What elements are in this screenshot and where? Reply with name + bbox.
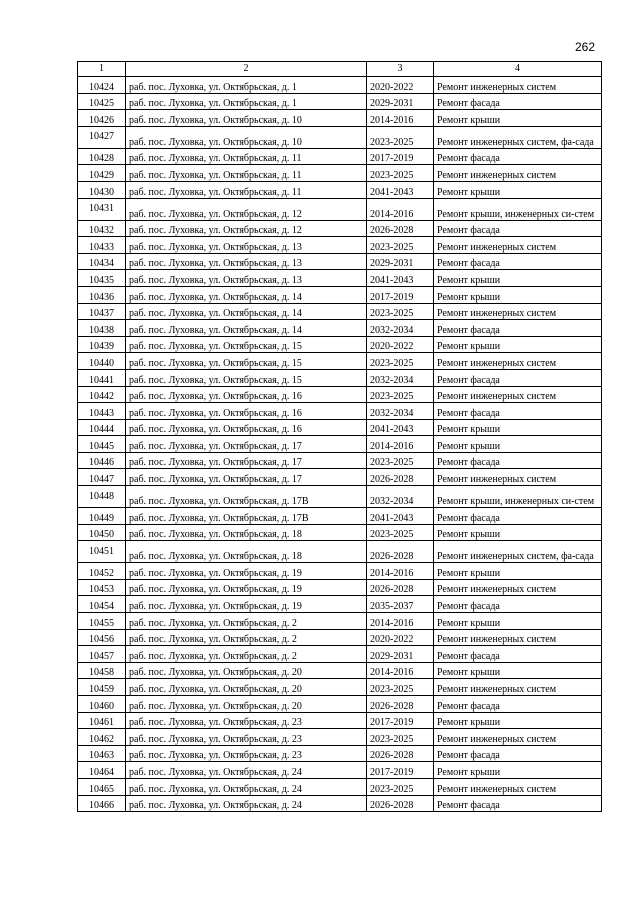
table-row: [78, 762, 602, 779]
address-cell: раб. пос. Луховка, ул. Октябрьская, д. 23: [126, 712, 367, 729]
address-cell: раб. пос. Луховка, ул. Октябрьская, д. 16: [126, 403, 367, 420]
table-row: [78, 486, 602, 508]
period-cell: 2029-2031: [367, 646, 434, 663]
work-type-cell: Ремонт инженерных систем: [434, 729, 602, 746]
row-number-cell: 10434: [78, 253, 126, 270]
address-cell: раб. пос. Луховка, ул. Октябрьская, д. 13: [126, 237, 367, 254]
address-cell: раб. пос. Луховка, ул. Октябрьская, д. 10: [126, 110, 367, 127]
address-cell: раб. пос. Луховка, ул. Октябрьская, д. 11: [126, 181, 367, 198]
period-cell: 2026-2028: [367, 469, 434, 486]
row-number-cell: 10447: [78, 469, 126, 486]
period-cell: 2023-2025: [367, 386, 434, 403]
work-type-cell: Ремонт крыши: [434, 762, 602, 779]
work-type-cell: Ремонт инженерных систем: [434, 469, 602, 486]
row-number-cell: 10445: [78, 436, 126, 453]
row-number-cell: 10429: [78, 165, 126, 182]
table-row: [78, 596, 602, 613]
address-cell: раб. пос. Луховка, ул. Октябрьская, д. 17В: [126, 486, 367, 508]
period-cell: 2032-2034: [367, 403, 434, 420]
table-header-row: [78, 62, 602, 77]
work-type-cell: Ремонт крыши: [434, 712, 602, 729]
row-number-cell: 10432: [78, 220, 126, 237]
address-cell: раб. пос. Луховка, ул. Октябрьская, д. 24: [126, 795, 367, 812]
row-number-cell: 10449: [78, 508, 126, 525]
table-row: [78, 419, 602, 436]
work-type-cell: Ремонт фасада: [434, 369, 602, 386]
row-number-cell: 10427: [78, 126, 126, 148]
period-cell: 2014-2016: [367, 110, 434, 127]
table-row: [78, 679, 602, 696]
work-type-cell: Ремонт инженерных систем: [434, 165, 602, 182]
row-number-cell: 10441: [78, 369, 126, 386]
period-cell: 2017-2019: [367, 712, 434, 729]
period-cell: 2014-2016: [367, 436, 434, 453]
period-cell: 2041-2043: [367, 508, 434, 525]
address-cell: раб. пос. Луховка, ул. Октябрьская, д. 24: [126, 778, 367, 795]
work-type-cell: Ремонт крыши: [434, 563, 602, 580]
table-row: [78, 646, 602, 663]
address-cell: раб. пос. Луховка, ул. Октябрьская, д. 11: [126, 165, 367, 182]
address-cell: раб. пос. Луховка, ул. Октябрьская, д. 15: [126, 353, 367, 370]
address-cell: раб. пос. Луховка, ул. Октябрьская, д. 20: [126, 662, 367, 679]
row-number-cell: 10437: [78, 303, 126, 320]
work-type-cell: Ремонт крыши, инженерных си-стем: [434, 198, 602, 220]
row-number-cell: 10454: [78, 596, 126, 613]
row-number-cell: 10442: [78, 386, 126, 403]
work-type-cell: Ремонт фасада: [434, 745, 602, 762]
work-type-cell: Ремонт фасада: [434, 320, 602, 337]
work-type-cell: Ремонт фасада: [434, 452, 602, 469]
table-row: [78, 386, 602, 403]
work-type-cell: Ремонт инженерных систем: [434, 629, 602, 646]
table-row: [78, 795, 602, 812]
period-cell: 2041-2043: [367, 270, 434, 287]
row-number-cell: 10438: [78, 320, 126, 337]
period-cell: 2017-2019: [367, 286, 434, 303]
table-row: [78, 403, 602, 420]
row-number-cell: 10428: [78, 148, 126, 165]
table-row: [78, 613, 602, 630]
address-cell: раб. пос. Луховка, ул. Октябрьская, д. 11: [126, 148, 367, 165]
period-cell: 2026-2028: [367, 795, 434, 812]
period-cell: 2020-2022: [367, 336, 434, 353]
period-cell: 2032-2034: [367, 369, 434, 386]
table-row: [78, 303, 602, 320]
table-row: [78, 452, 602, 469]
work-type-cell: Ремонт инженерных систем, фа-сада: [434, 541, 602, 563]
address-cell: раб. пос. Луховка, ул. Октябрьская, д. 2: [126, 646, 367, 663]
address-cell: раб. пос. Луховка, ул. Октябрьская, д. 19: [126, 579, 367, 596]
period-cell: 2023-2025: [367, 165, 434, 182]
period-cell: 2026-2028: [367, 696, 434, 713]
address-cell: раб. пос. Луховка, ул. Октябрьская, д. 24: [126, 762, 367, 779]
table-row: [78, 77, 602, 94]
address-cell: раб. пос. Луховка, ул. Октябрьская, д. 2: [126, 629, 367, 646]
period-cell: 2023-2025: [367, 303, 434, 320]
row-number-cell: 10451: [78, 541, 126, 563]
table-row: [78, 508, 602, 525]
work-type-cell: Ремонт крыши: [434, 110, 602, 127]
address-cell: раб. пос. Луховка, ул. Октябрьская, д. 17: [126, 452, 367, 469]
period-cell: 2035-2037: [367, 596, 434, 613]
work-type-cell: Ремонт инженерных систем: [434, 77, 602, 94]
period-cell: 2014-2016: [367, 613, 434, 630]
work-type-cell: Ремонт крыши: [434, 181, 602, 198]
table-row: [78, 93, 602, 110]
address-cell: раб. пос. Луховка, ул. Октябрьская, д. 18: [126, 541, 367, 563]
period-cell: 2023-2025: [367, 126, 434, 148]
table-row: [78, 148, 602, 165]
table-row: [78, 469, 602, 486]
row-number-cell: 10465: [78, 778, 126, 795]
page-number: 262: [574, 40, 595, 54]
work-type-cell: Ремонт инженерных систем: [434, 386, 602, 403]
row-number-cell: 10430: [78, 181, 126, 198]
period-cell: 2041-2043: [367, 181, 434, 198]
row-number-cell: 10448: [78, 486, 126, 508]
address-cell: раб. пос. Луховка, ул. Октябрьская, д. 15: [126, 369, 367, 386]
address-cell: раб. пос. Луховка, ул. Октябрьская, д. 16: [126, 386, 367, 403]
column-header: 3: [367, 62, 434, 77]
work-type-cell: Ремонт инженерных систем: [434, 778, 602, 795]
work-type-cell: Ремонт фасада: [434, 795, 602, 812]
table-row: [78, 286, 602, 303]
table-row: [78, 436, 602, 453]
work-type-cell: Ремонт фасада: [434, 403, 602, 420]
row-number-cell: 10446: [78, 452, 126, 469]
row-number-cell: 10459: [78, 679, 126, 696]
work-type-cell: Ремонт крыши: [434, 436, 602, 453]
period-cell: 2026-2028: [367, 220, 434, 237]
row-number-cell: 10464: [78, 762, 126, 779]
address-cell: раб. пос. Луховка, ул. Октябрьская, д. 17: [126, 436, 367, 453]
row-number-cell: 10425: [78, 93, 126, 110]
table-row: [78, 778, 602, 795]
work-type-cell: Ремонт инженерных систем: [434, 353, 602, 370]
period-cell: 2023-2025: [367, 353, 434, 370]
row-number-cell: 10450: [78, 524, 126, 541]
work-type-cell: Ремонт инженерных систем: [434, 237, 602, 254]
address-cell: раб. пос. Луховка, ул. Октябрьская, д. 19: [126, 563, 367, 580]
period-cell: 2026-2028: [367, 745, 434, 762]
table-row: [78, 563, 602, 580]
table-row: [78, 270, 602, 287]
table-row: [78, 320, 602, 337]
work-type-cell: Ремонт фасада: [434, 596, 602, 613]
table-row: [78, 696, 602, 713]
row-number-cell: 10439: [78, 336, 126, 353]
work-type-cell: Ремонт инженерных систем: [434, 679, 602, 696]
work-type-cell: Ремонт крыши: [434, 270, 602, 287]
row-number-cell: 10431: [78, 198, 126, 220]
work-type-cell: Ремонт фасада: [434, 646, 602, 663]
row-number-cell: 10460: [78, 696, 126, 713]
address-cell: раб. пос. Луховка, ул. Октябрьская, д. 23: [126, 729, 367, 746]
period-cell: 2020-2022: [367, 629, 434, 646]
period-cell: 2023-2025: [367, 452, 434, 469]
period-cell: 2023-2025: [367, 679, 434, 696]
table-row: [78, 745, 602, 762]
work-type-cell: Ремонт фасада: [434, 93, 602, 110]
address-cell: раб. пос. Луховка, ул. Октябрьская, д. 19: [126, 596, 367, 613]
address-cell: раб. пос. Луховка, ул. Октябрьская, д. 18: [126, 524, 367, 541]
work-type-cell: Ремонт крыши: [434, 286, 602, 303]
table-row: [78, 662, 602, 679]
column-header: 1: [78, 62, 126, 77]
address-cell: раб. пос. Луховка, ул. Октябрьская, д. 16: [126, 419, 367, 436]
address-cell: раб. пос. Луховка, ул. Октябрьская, д. 17В: [126, 508, 367, 525]
registry-table: [77, 61, 602, 812]
address-cell: раб. пос. Луховка, ул. Октябрьская, д. 13: [126, 253, 367, 270]
row-number-cell: 10440: [78, 353, 126, 370]
row-number-cell: 10455: [78, 613, 126, 630]
address-cell: раб. пос. Луховка, ул. Октябрьская, д. 20: [126, 679, 367, 696]
table-row: [78, 198, 602, 220]
work-type-cell: Ремонт крыши, инженерных си-стем: [434, 486, 602, 508]
row-number-cell: 10462: [78, 729, 126, 746]
period-cell: 2026-2028: [367, 541, 434, 563]
row-number-cell: 10466: [78, 795, 126, 812]
period-cell: 2014-2016: [367, 198, 434, 220]
work-type-cell: Ремонт крыши: [434, 336, 602, 353]
period-cell: 2020-2022: [367, 77, 434, 94]
address-cell: раб. пос. Луховка, ул. Октябрьская, д. 14: [126, 320, 367, 337]
table-row: [78, 237, 602, 254]
row-number-cell: 10458: [78, 662, 126, 679]
work-type-cell: Ремонт фасада: [434, 253, 602, 270]
work-type-cell: Ремонт крыши: [434, 524, 602, 541]
table-row: [78, 126, 602, 148]
address-cell: раб. пос. Луховка, ул. Октябрьская, д. 2: [126, 613, 367, 630]
period-cell: 2017-2019: [367, 762, 434, 779]
table-row: [78, 541, 602, 563]
work-type-cell: Ремонт инженерных систем: [434, 579, 602, 596]
row-number-cell: 10461: [78, 712, 126, 729]
row-number-cell: 10435: [78, 270, 126, 287]
table-body: [78, 77, 602, 812]
work-type-cell: Ремонт крыши: [434, 419, 602, 436]
table-row: [78, 579, 602, 596]
address-cell: раб. пос. Луховка, ул. Октябрьская, д. 23: [126, 745, 367, 762]
address-cell: раб. пос. Луховка, ул. Октябрьская, д. 1: [126, 93, 367, 110]
period-cell: 2017-2019: [367, 148, 434, 165]
address-cell: раб. пос. Луховка, ул. Октябрьская, д. 13: [126, 270, 367, 287]
work-type-cell: Ремонт инженерных систем, фа-сада: [434, 126, 602, 148]
row-number-cell: 10456: [78, 629, 126, 646]
table-row: [78, 729, 602, 746]
table-row: [78, 336, 602, 353]
table-row: [78, 712, 602, 729]
row-number-cell: 10436: [78, 286, 126, 303]
period-cell: 2023-2025: [367, 729, 434, 746]
address-cell: раб. пос. Луховка, ул. Октябрьская, д. 14: [126, 303, 367, 320]
work-type-cell: Ремонт фасада: [434, 508, 602, 525]
table-row: [78, 110, 602, 127]
table-row: [78, 220, 602, 237]
row-number-cell: 10457: [78, 646, 126, 663]
table-row: [78, 181, 602, 198]
period-cell: 2023-2025: [367, 237, 434, 254]
work-type-cell: Ремонт инженерных систем: [434, 303, 602, 320]
period-cell: 2023-2025: [367, 524, 434, 541]
address-cell: раб. пос. Луховка, ул. Октябрьская, д. 15: [126, 336, 367, 353]
table-row: [78, 369, 602, 386]
row-number-cell: 10453: [78, 579, 126, 596]
row-number-cell: 10452: [78, 563, 126, 580]
row-number-cell: 10443: [78, 403, 126, 420]
period-cell: 2032-2034: [367, 486, 434, 508]
work-type-cell: Ремонт крыши: [434, 613, 602, 630]
address-cell: раб. пос. Луховка, ул. Октябрьская, д. 1: [126, 77, 367, 94]
address-cell: раб. пос. Луховка, ул. Октябрьская, д. 17: [126, 469, 367, 486]
address-cell: раб. пос. Луховка, ул. Октябрьская, д. 20: [126, 696, 367, 713]
table-row: [78, 353, 602, 370]
table-row: [78, 253, 602, 270]
period-cell: 2026-2028: [367, 579, 434, 596]
address-cell: раб. пос. Луховка, ул. Октябрьская, д. 10: [126, 126, 367, 148]
address-cell: раб. пос. Луховка, ул. Октябрьская, д. 14: [126, 286, 367, 303]
period-cell: 2029-2031: [367, 253, 434, 270]
work-type-cell: Ремонт крыши: [434, 662, 602, 679]
period-cell: 2032-2034: [367, 320, 434, 337]
address-cell: раб. пос. Луховка, ул. Октябрьская, д. 12: [126, 220, 367, 237]
table-row: [78, 165, 602, 182]
address-cell: раб. пос. Луховка, ул. Октябрьская, д. 12: [126, 198, 367, 220]
row-number-cell: 10433: [78, 237, 126, 254]
column-header: 2: [126, 62, 367, 77]
period-cell: 2014-2016: [367, 662, 434, 679]
period-cell: 2029-2031: [367, 93, 434, 110]
work-type-cell: Ремонт фасада: [434, 148, 602, 165]
row-number-cell: 10463: [78, 745, 126, 762]
row-number-cell: 10444: [78, 419, 126, 436]
work-type-cell: Ремонт фасада: [434, 220, 602, 237]
period-cell: 2014-2016: [367, 563, 434, 580]
period-cell: 2023-2025: [367, 778, 434, 795]
row-number-cell: 10426: [78, 110, 126, 127]
table-row: [78, 524, 602, 541]
table-row: [78, 629, 602, 646]
row-number-cell: 10424: [78, 77, 126, 94]
work-type-cell: Ремонт фасада: [434, 696, 602, 713]
column-header: 4: [434, 62, 602, 77]
period-cell: 2041-2043: [367, 419, 434, 436]
